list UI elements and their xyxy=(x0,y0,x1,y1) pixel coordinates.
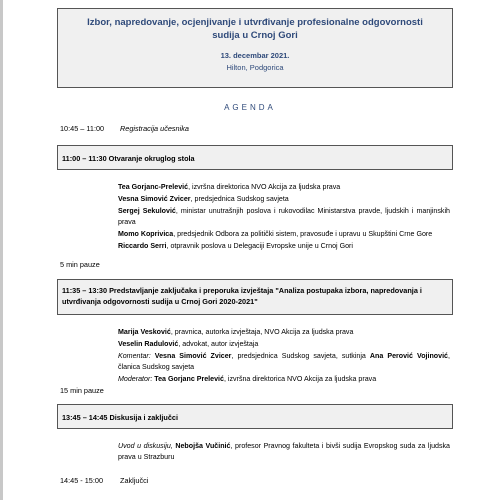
intro-line: Uvod u diskusiju, Nebojša Vučinić, profesor Pravnog fakulteta i bivši sudija Evropskog suda za ljudska prava u Strazburu xyxy=(118,442,451,461)
speaker-line: Sergej Sekulović, ministar unutrašnjih poslova i rukovodilac Ministarstva pravde, ljudskih i manjinskih prava xyxy=(118,207,450,226)
speaker-line: Veselin Radulović, advokat, autor izvještaja xyxy=(118,340,259,348)
moderator-line: Moderator: Tea Gorjanc Prelević, izvršna direktorica NVO Akcija za ljudska prava xyxy=(118,374,377,383)
speaker-line: Momo Koprivica, predsjednik Odbora za politički sistem, pravosuđe i upravu u Skupštini Crne Gore xyxy=(118,229,433,238)
event-venue: Hilton, Podgorica xyxy=(226,63,284,72)
pause-2: 15 min pauze xyxy=(60,386,104,395)
session-1-speakers xyxy=(118,182,450,253)
agenda-heading: AGENDA xyxy=(224,103,276,112)
speaker-line: Tea Gorjanc-Prelević, izvršna direktorica NVO Akcija za ljudska prava xyxy=(118,183,341,191)
session-3-heading: 13:45 – 14:45 Diskusija i zaključci xyxy=(62,413,179,422)
closing-label: Zaključci xyxy=(120,476,149,485)
session-2-heading: 11:35 – 13:30 Predstavljanje zaključaka i preporuka izvještaja "Analiza postupaka izbora, napredovanja i utvrđivanja odgovornosti sudija u Crnoj Gori 2020-2021" xyxy=(62,286,422,306)
session-3-box xyxy=(57,404,453,429)
pause-1: 5 min pauze xyxy=(60,260,100,269)
event-date: 13. decembar 2021. xyxy=(220,51,290,60)
session-1-heading: 11:00 – 11:30 Otvaranje okruglog stola xyxy=(62,154,195,163)
page-edge xyxy=(0,0,3,500)
document-title: Izbor, napredovanje, ocjenjivanje i utvrđivanje profesionalne odgovornosti sudija u Crnoj Gori xyxy=(87,17,423,41)
speaker-line: Riccardo Serri, otpravnik poslova u Delegaciji Evropske unije u Crnoj Gori xyxy=(118,241,353,250)
session-2-speakers xyxy=(118,327,450,386)
session-2-box xyxy=(57,279,453,315)
registration-time: 10:45 – 11:00 xyxy=(60,124,105,133)
closing-time: 14:45 - 15:00 xyxy=(60,476,104,485)
speaker-line: Vesna Simović Zvicer, predsjednica Sudskog savjeta xyxy=(118,195,289,203)
session-3-speakers xyxy=(118,441,450,464)
speaker-line: Marija Vesković, pravnica, autorka izvještaja, NVO Akcija za ljudska prava xyxy=(118,328,354,336)
commentator-line: Komentar: Vesna Simović Zvicer, predsjednica Sudskog savjeta, sutkinja Ana Perović Vojinović, članica Sudskog savjeta xyxy=(118,352,450,371)
header-box xyxy=(57,8,453,88)
session-1-box xyxy=(57,145,453,170)
registration-label: Registracija učesnika xyxy=(120,124,189,133)
